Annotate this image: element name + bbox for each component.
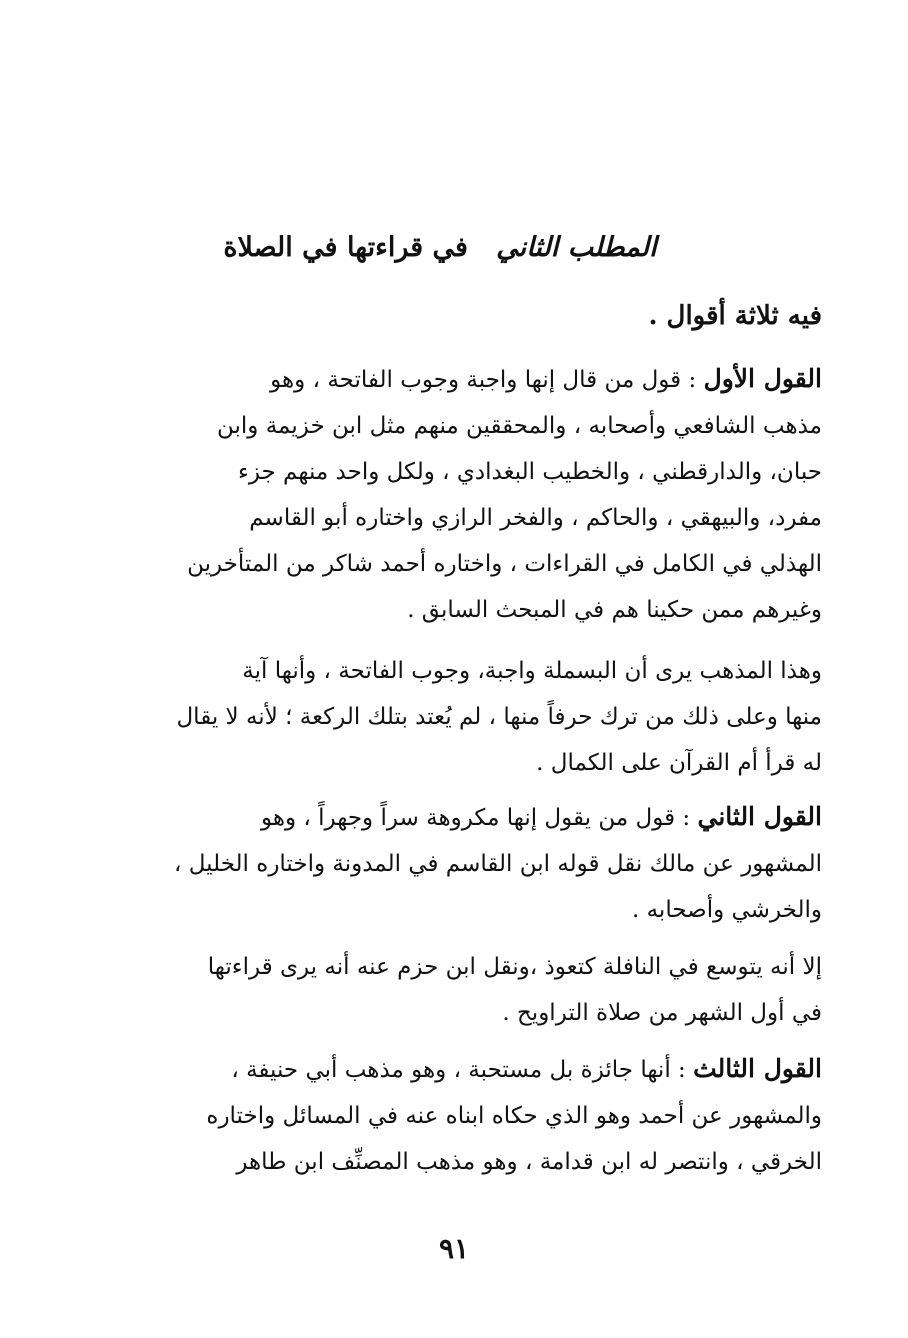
paragraph-line: مذهب الشافعي وأصحابه ، والمحققين منهم مثل ابن خزيمة وابن bbox=[217, 413, 822, 439]
paragraph-third-opinion bbox=[92, 1046, 822, 1185]
paragraph-basmala-obligation bbox=[92, 648, 822, 786]
section-title-part2: في قراءتها في الصلاة bbox=[223, 232, 468, 263]
paragraph-line: المشهور عن مالك نقل قوله ابن القاسم في المدونة واختاره الخليل ، bbox=[174, 851, 822, 877]
paragraph-line: مفرد، والبيهقي ، والحاكم ، والفخر الرازي واختاره أبو القاسم bbox=[249, 505, 822, 531]
opinion-label: القول الأول bbox=[703, 364, 822, 393]
paragraph-nafila-exception bbox=[92, 944, 822, 1036]
paragraph-line: إلا أنه يتوسع في النافلة كتعوذ ،ونقل ابن حزم عنه أنه يرى قراءتها bbox=[207, 954, 822, 980]
paragraph-line: القول الأول : قول من قال إنها واجبة وجوب الفاتحة ، وهو bbox=[270, 364, 822, 393]
paragraph-line: الهذلي في الكامل في القراءات ، واختاره أحمد شاكر من المتأخرين bbox=[187, 551, 822, 577]
paragraph-line: والخرشي وأصحابه . bbox=[631, 897, 822, 923]
paragraph-line: القول الثالث : أنها جائزة بل مستحبة ، وهو مذهب أبي حنيفة ، bbox=[231, 1054, 822, 1083]
intro-line: فيه ثلاثة أقوال . bbox=[648, 301, 822, 331]
paragraph-first-opinion bbox=[92, 356, 822, 633]
paragraph-line: حبان، والدارقطني ، والخطيب البغدادي ، ولكل واحد منهم جزء bbox=[238, 459, 822, 485]
paragraph-line: له قرأ أم القرآن على الكمال . bbox=[536, 750, 822, 776]
section-title bbox=[100, 228, 780, 268]
paragraph-line: وغيرهم ممن حكينا هم في المبحث السابق . bbox=[407, 597, 822, 623]
paragraph-second-opinion bbox=[92, 794, 822, 933]
line-text: قول من قال إنها واجبة وجوب الفاتحة ، وهو bbox=[270, 367, 682, 393]
line-text: قول من يقول إنها مكروهة سراً وجهراً ، وهو bbox=[260, 805, 676, 831]
paragraph-line: والمشهور عن أحمد وهو الذي حكاه ابناه عنه في المسائل واختاره bbox=[206, 1103, 822, 1129]
opinion-label: القول الثاني bbox=[697, 802, 822, 831]
page-number: ٩١ bbox=[438, 1232, 470, 1265]
paragraph-line: في أول الشهر من صلاة التراويح . bbox=[502, 1000, 822, 1026]
opinion-label: القول الثالث bbox=[693, 1054, 822, 1083]
section-title-part1: المطلب الثاني bbox=[496, 232, 657, 263]
paragraph-line: الخرقي ، وانتصر له ابن قدامة ، وهو مذهب المصنِّف ابن طاهر bbox=[236, 1149, 822, 1175]
paragraph-line: القول الثاني : قول من يقول إنها مكروهة سراً وجهراً ، وهو bbox=[260, 802, 822, 831]
paragraph-line: وهذا المذهب يرى أن البسملة واجبة، وجوب الفاتحة ، وأنها آية bbox=[242, 658, 822, 684]
line-text: أنها جائزة بل مستحبة ، وهو مذهب أبي حنيفة ، bbox=[231, 1057, 671, 1083]
paragraph-line: منها وعلى ذلك من ترك حرفاً منها ، لم يُعتد بتلك الركعة ؛ لأنه لا يقال bbox=[176, 704, 822, 730]
